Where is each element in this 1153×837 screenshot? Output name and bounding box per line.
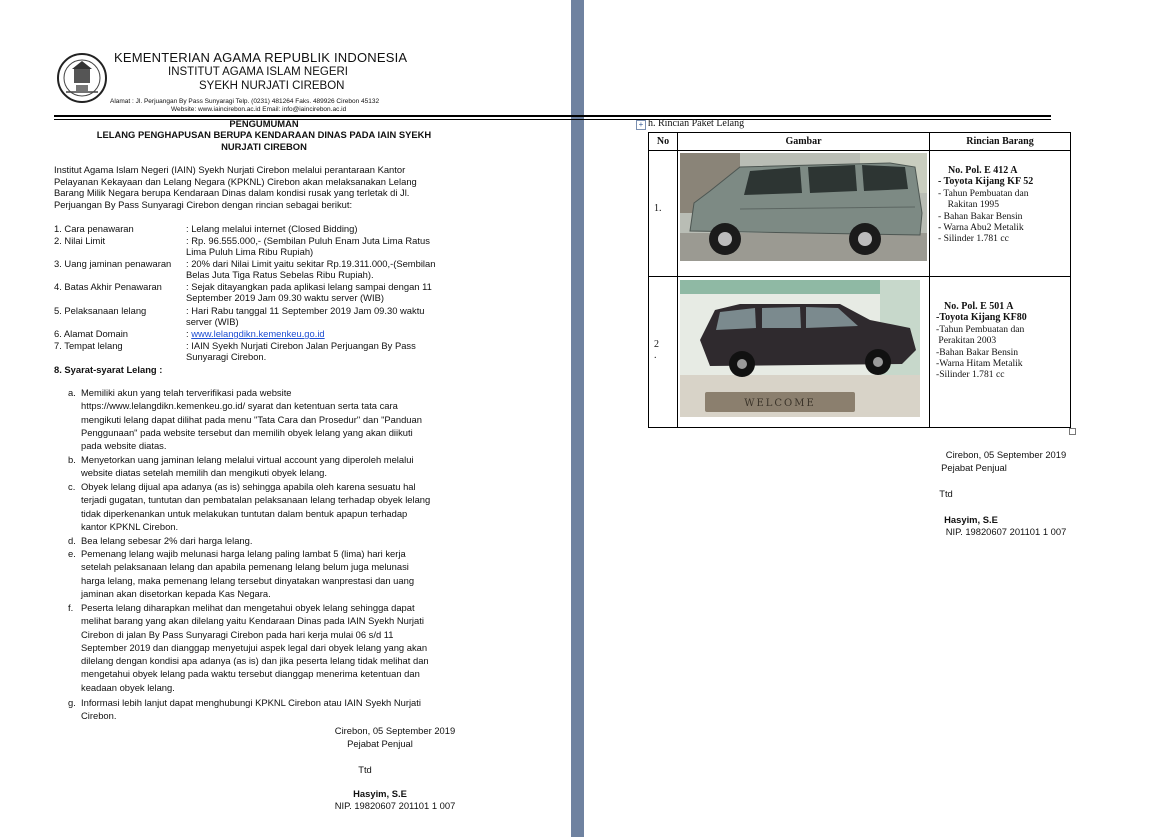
item-value: : 20% dari Nilai Limit yaitu sekitar Rp.19.311.000,-(Sembilan <box>186 258 436 269</box>
vehicle-2-details <box>936 301 1027 381</box>
table-row-2-gambar <box>677 276 930 428</box>
car-photo-2 <box>680 280 920 417</box>
table-header-gambar: Gambar <box>677 132 930 151</box>
syarat-line: kantor KPKNL Cirebon. <box>81 520 179 532</box>
syarat-marker: c. <box>68 481 76 492</box>
syarat-line: September 2019 dan dianggap menyetujui aspek legal dari obyek lelang yang akan <box>81 641 428 653</box>
syarat-line: Cirebon. <box>81 710 117 722</box>
vehicle-2-detail-line: -Tahun Pembuatan dan <box>936 323 1025 335</box>
row-number: 1. <box>654 203 662 214</box>
syarat-line: Peserta lelang diharapkan melihat dan mengetahui obyek lelang sehingga dapat <box>81 602 415 613</box>
vehicle-1-detail-line: Rakitan 1995 <box>938 199 1000 211</box>
item-value: : IAIN Syekh Nurjati Cirebon Jalan Perjuangan By Pass <box>186 340 416 351</box>
item-label: 1. Cara penawaran <box>54 223 134 234</box>
intro-line: Institut Agama Islam Negeri (IAIN) Syekh Nurjati Cirebon melalui perantaraan Kantor <box>54 164 406 175</box>
intro-line: Pelayanan Kekayaan dan Lelang Negara (KPKNL) Cirebon akan melaksanakan Lelang <box>54 175 417 187</box>
signature2-ttd: Ttd <box>939 488 953 499</box>
syarat-line: Bea lelang sebesar 2% dari harga lelang. <box>81 535 253 546</box>
announcement-title-line1: LELANG PENGHAPUSAN BERUPA KENDARAAN DINAS PADA IAIN SYEKH <box>96 129 432 140</box>
item-label: 3. Uang jaminan penawaran <box>54 258 172 269</box>
signature-date: Cirebon, 05 September 2019 <box>334 725 456 736</box>
item-label: 7. Tempat lelang <box>54 340 123 351</box>
syarat-line: Cirebon di jalan By Pass Sunyaragi Cirebon pada hari kerja mulai 06 s/d 11 <box>81 628 394 640</box>
vehicle-2-detail-line: Perakitan 2003 <box>936 335 997 347</box>
intro-line: Barang Milik Negara berupa Kendaraan Dinas dalam kondisi rusak yang terletak di Jl. <box>54 187 410 199</box>
letterhead-rule-thick <box>54 115 1051 117</box>
item-value: : Lelang melalui internet (Closed Bidding) <box>186 223 358 234</box>
car-photo-2-image <box>680 280 920 417</box>
vehicle-2-plate: No. Pol. E 501 A <box>944 301 1014 312</box>
syarat-line: mengikuti lelang dapat dilihat pada menu "Tata Cara dan Prosedur" dan "Panduan <box>81 413 422 425</box>
intro-line: Perjuangan By Pass Sunyaragi Cirebon dengan rincian sebagai berikut: <box>54 198 353 210</box>
auction-domain-link[interactable]: www.lelangdikn.kemenkeu.go.id <box>191 328 325 339</box>
syarat-marker: d. <box>68 535 76 546</box>
intro-paragraph <box>54 164 466 210</box>
item-label: 4. Batas Akhir Penawaran <box>54 281 162 292</box>
syarat-heading: 8. Syarat-syarat Lelang : <box>54 364 163 375</box>
syarat-line: Informasi lebih lanjut dapat menghubungi KPKNL Cirebon atau IAIN Syekh Nurjati <box>81 697 421 708</box>
syarat-line: https://www.lelangdikn.kemenkeu.go.id/ syarat dan ketentuan serta tata cara <box>81 400 398 412</box>
table-row-2-rincian <box>929 276 1071 428</box>
signature-name: Hasyim, S.E <box>353 788 407 799</box>
vehicle-2-detail-line: -Warna Hitam Metalik <box>936 358 1023 370</box>
letterhead-institute: INSTITUT AGAMA ISLAM NEGERI <box>168 66 348 78</box>
vehicle-1-detail-line: - Warna Abu2 Metalik <box>938 222 1024 234</box>
signature2-date: Cirebon, 05 September 2019 <box>945 449 1067 460</box>
vehicle-1-detail-line: - Bahan Bakar Bensin <box>938 210 1023 222</box>
vehicle-2-detail-line: -Silinder 1.781 cc <box>936 369 1005 381</box>
letterhead-web: Website: www.iaincirebon.ac.id Email: info@iaincirebon.ac.id <box>171 106 347 113</box>
row-number: 2 . <box>654 339 659 361</box>
vehicle-1-detail-line: - Silinder 1.781 cc <box>938 233 1009 245</box>
table-move-handle-icon[interactable]: + <box>636 120 646 130</box>
syarat-marker: b. <box>68 454 76 465</box>
vehicle-1-plate: No. Pol. E 412 A <box>948 165 1018 176</box>
item-label: 6. Alamat Domain <box>54 328 128 339</box>
item-value-cont: Belas Juta Tiga Ratus Sebelas Ribu Rupiah). <box>186 269 374 281</box>
vehicle-1-model: - Toyota Kijang KF 52 <box>938 176 1034 188</box>
syarat-marker: a. <box>68 387 76 398</box>
table-row-1-no <box>648 150 678 277</box>
syarat-marker: f. <box>68 602 74 613</box>
letterhead-ministry: KEMENTERIAN AGAMA REPUBLIK INDONESIA <box>114 50 408 65</box>
syarat-line: melihat barang yang akan dilelang yaitu Kendaraan Dinas pada IAIN Syekh Nurjati <box>81 615 424 627</box>
signature-role: Pejabat Penjual <box>347 738 413 749</box>
syarat-line: tidak diperkenankan untuk melakukan tuntutan dalam bentuk apapun terhadap <box>81 507 408 519</box>
syarat-line: dilelang dengan kondisi apa adanya (as is) dan jika peserta lelang tidak melihat dan <box>81 655 429 667</box>
signature-ttd: Ttd <box>358 764 372 775</box>
syarat-line: keadaan obyek lelang. <box>81 681 175 693</box>
signature2-role: Pejabat Penjual <box>941 462 1007 473</box>
item-value-cont: Sunyaragi Cirebon. <box>186 351 267 363</box>
syarat-line: website diatas setelah memilih dan mengikuti obyek lelang. <box>81 467 327 479</box>
syarat-line: terjadi gugatan, tuntutan dan pembatalan pelaksanaan lelang terhadap obyek lelang <box>81 494 431 506</box>
syarat-line: mengetahui obyek lelang pada waktu tersebut dianggap menerima ketentuan dan <box>81 668 420 680</box>
letterhead-name: SYEKH NURJATI CIREBON <box>199 80 345 92</box>
syarat-line: Penggunaan" pada website tersebut dan memilih obyek lelang yang akan diikuti <box>81 426 413 438</box>
page-gutter <box>571 0 584 837</box>
syarat-marker: g. <box>68 697 76 708</box>
car-photo-1-image <box>680 153 927 261</box>
announcement-title-line2: NURJATI CIREBON <box>221 141 307 152</box>
syarat-line: Menyetorkan uang jaminan lelang melalui virtual account yang diperoleh melalui <box>81 454 414 465</box>
table-row-1-rincian <box>929 150 1071 277</box>
syarat-line: pada website diatas. <box>81 440 167 452</box>
iain-logo-emblem <box>56 52 108 104</box>
syarat-line: setelah pelaksanaan lelang dan apabila pemenang lelang belum juga melunasi <box>81 561 409 573</box>
vehicle-1-detail-line: - Tahun Pembuatan dan <box>938 187 1029 199</box>
item-value-cont: server (WIB) <box>186 316 239 328</box>
syarat-line: Pemenang lelang wajib melunasi harga lelang paling lambat 5 (lima) hari kerja <box>81 548 406 559</box>
item-value-cont: September 2019 Jam 09.30 waktu server (WIB) <box>186 292 385 304</box>
signature-nip: NIP. 19820607 201101 1 007 <box>334 800 456 811</box>
letterhead-address: Alamat : Jl. Perjuangan By Pass Sunyaragi Telp. (0231) 481264 Faks. 489926 Cirebon 45132 <box>110 98 380 105</box>
vehicle-2-model: -Toyota Kijang KF80 <box>936 312 1027 324</box>
table-header-rincian: Rincian Barang <box>929 132 1071 151</box>
item-value-cont: Lima Puluh Lima Ribu Rupiah) <box>186 246 314 258</box>
table-row-1-gambar <box>677 150 930 277</box>
table-resize-handle[interactable] <box>1069 428 1076 435</box>
table-row-2-no <box>648 276 678 428</box>
table-label: h. Rincian Paket Lelang <box>648 118 745 129</box>
syarat-line: Memiliki akun yang telah terverifikasi pada website <box>81 387 292 398</box>
item-label: 5. Pelaksanaan lelang <box>54 305 147 316</box>
item-value: : Sejak ditayangkan pada aplikasi lelang sampai dengan 11 <box>186 281 432 292</box>
signature2-name: Hasyim, S.E <box>944 514 998 525</box>
car-photo-1 <box>680 153 927 261</box>
item-value: : Rp. 96.555.000,- (Sembilan Puluh Enam Juta Lima Ratus <box>186 235 430 246</box>
vehicle-2-detail-line: -Bahan Bakar Bensin <box>936 346 1019 358</box>
announcement-heading: PENGUMUMAN <box>229 118 299 129</box>
welcome-mat-text: WELCOME <box>744 398 816 409</box>
table-header-no: No <box>648 132 678 151</box>
vehicle-1-details <box>938 165 1033 245</box>
item-label: 2. Nilai Limit <box>54 235 106 246</box>
signature2-nip: NIP. 19820607 201101 1 007 <box>945 526 1067 537</box>
syarat-marker: e. <box>68 548 76 559</box>
syarat-line: Obyek lelang dijual apa adanya (as is) sehingga apabila oleh karena sesuatu hal <box>81 481 416 492</box>
syarat-line: jaminan akan disetorkan kepada Kas Negara. <box>81 587 271 599</box>
item-value: : Hari Rabu tanggal 11 September 2019 Jam 09.30 waktu <box>186 305 425 316</box>
syarat-line: harga lelang, maka pemenang lelang tersebut dinyatakan wanprestasi dan uang <box>81 574 415 586</box>
